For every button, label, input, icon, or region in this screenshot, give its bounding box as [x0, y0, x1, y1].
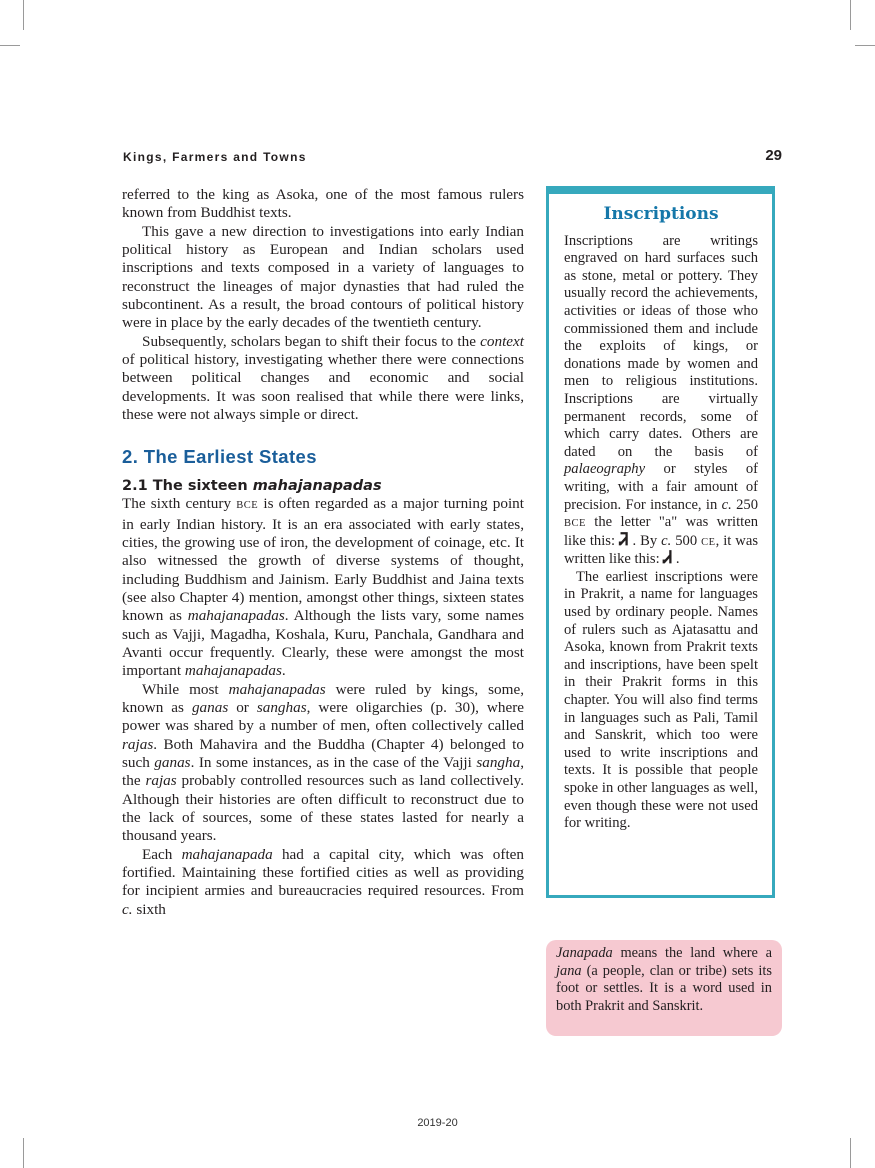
crop-mark — [0, 45, 20, 46]
brahmi-letter-a-old: Ꮨ — [619, 529, 629, 550]
main-text-column — [122, 186, 524, 919]
brahmi-letter-a-later: Ꮧ — [663, 548, 673, 569]
sub-heading: 2.1 The sixteen mahajanapadas — [122, 477, 382, 494]
box-title: Inscriptions — [603, 204, 719, 224]
crop-mark — [23, 1138, 24, 1168]
crop-mark — [23, 0, 24, 30]
crop-mark — [855, 45, 875, 46]
paragraph: referred to the king as Asoka, one of the most famous rulers known from Buddhist texts. — [122, 186, 524, 222]
section-heading: 2. The Earliest States — [122, 446, 317, 468]
inscriptions-sidebar-box — [546, 186, 775, 898]
paragraph: Subsequently, scholars began to shift their focus to the context of political history, investigating whether there were connections between political changes and economic and social developments. It was soon realised that while there were links, these were not always simple or direct. — [122, 332, 524, 424]
paragraph: While most mahajanapadas were ruled by kings, some, known as ganas or sanghas, were oligarchies (p. 30), where power was shared by a number of men, often collectively called rajas. Both Mahavira and the Buddha (Chapter 4) belonged to such ganas. In some instances, as in the case of the Vajji sangha, the rajas probably controlled resources such as land collectively. Although their histories are often difficult to reconstruct due to the lack of sources, some of these states lasted for nearly a thousand years. — [122, 680, 524, 845]
paragraph: The earliest inscriptions were in Prakrit, a name for languages used by ordinary people. Names of rulers such as Ajatasattu and Asoka, known from Prakrit texts and inscriptions, have been spelt in their Prakrit forms in this chapter. You will also find terms in languages such as Pali, Tamil and Sanskrit, which too were used to write inscriptions and texts. It is possible that people spoke in other languages as well, even though these were not used for writing. — [564, 568, 758, 832]
crop-mark — [850, 0, 851, 30]
note-text: Janapada means the land where a jana (a people, clan or tribe) sets its foot or settles. It is a word used in both Prakrit and Sanskrit. — [556, 945, 772, 1014]
page-number: 29 — [765, 147, 782, 164]
running-header: Kings, Farmers and Towns — [123, 150, 307, 164]
footer-year: 2019-20 — [417, 1117, 458, 1129]
paragraph: This gave a new direction to investigations into early Indian political history as European and Indian scholars used inscriptions and texts composed in a variety of languages to reconstruct the lineages of major dynasties that had ruled the subcontinent. As a result, the broad contours of political history were in place by the early decades of the twentieth century. — [122, 222, 524, 332]
janapada-note — [546, 940, 782, 1036]
paragraph: Inscriptions are writings engraved on hard surfaces such as stone, metal or pottery. They usually record the achievements, activities or ideas of those who commissioned them and include the exploits of kings, or donations made by women and men to religious institutions. Inscriptions are virtually permanent records, some of which carry dates. Others are dated on the basis of palaeography or styles of writing, with a fair amount of precision. For instance, in c. 250 BCE the letter "a" was written like this: Ꮨ . By c. 500 CE, it was written like this: Ꮧ . — [564, 232, 759, 569]
paragraph: The sixth century BCE is often regarded as a major turning point in early Indian history. It is an era associated with early states, cities, the growing use of iron, the development of coinage, etc. It also witnessed the growth of diverse systems of thought, including Buddhism and Jainism. Early Buddhist and Jaina texts (see also Chapter 4) mention, amongst other things, sixteen states known as mahajanapadas. Although the lists vary, some names such as Vajji, Magadha, Koshala, Kuru, Panchala, Gandhara and Avanti occur frequently. Clearly, these were amongst the most important mahajanapadas. — [122, 495, 524, 680]
paragraph: Each mahajanapada had a capital city, which was often fortified. Maintaining these fortified cities as well as providing for incipient armies and bureaucracies required resources. From c. sixth — [122, 845, 525, 918]
crop-mark — [850, 1138, 851, 1168]
